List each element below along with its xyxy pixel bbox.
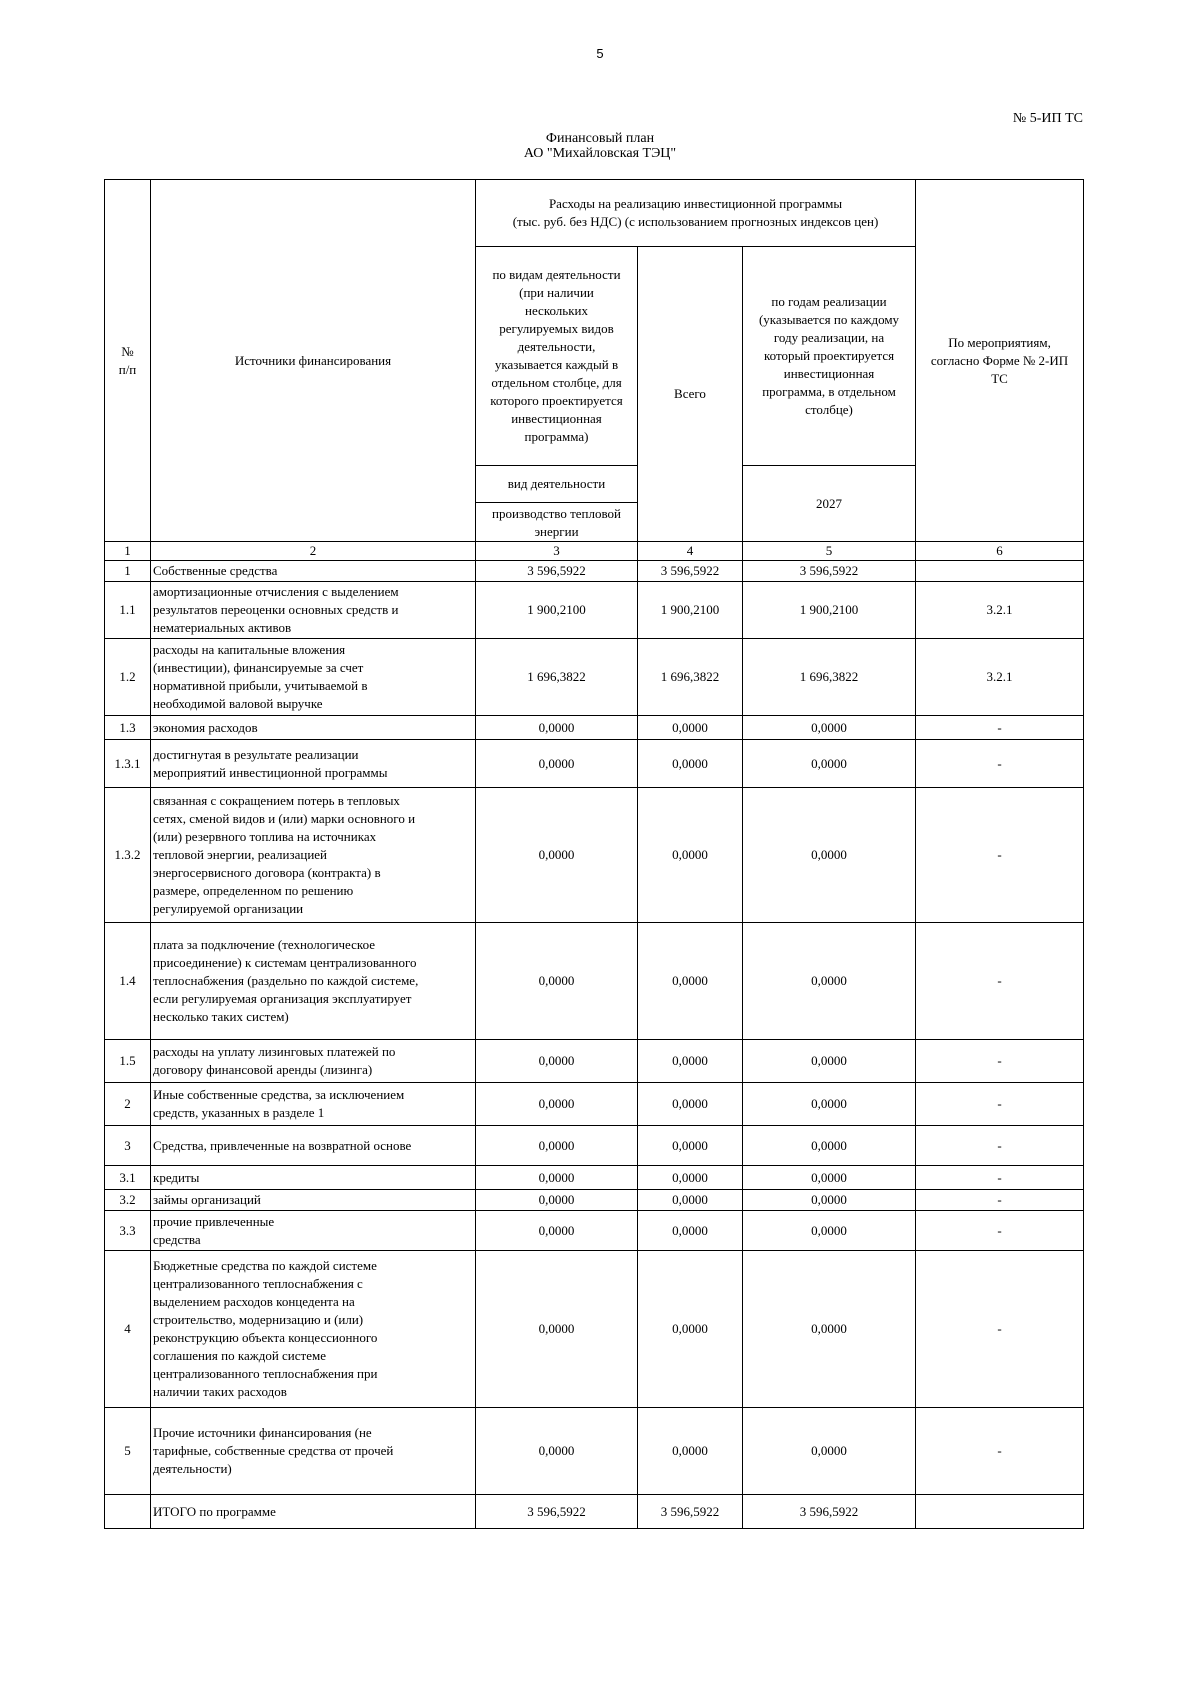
row-total-value: 1 696,3822 bbox=[638, 639, 743, 716]
row-year-value: 0,0000 bbox=[743, 1408, 916, 1495]
table-header bbox=[105, 180, 1084, 561]
row-measures-ref: - bbox=[916, 1040, 1084, 1083]
row-measures-ref: - bbox=[916, 1251, 1084, 1408]
row-year-value: 1 900,2100 bbox=[743, 582, 916, 639]
row-source-name: ИТОГО по программе bbox=[151, 1495, 476, 1529]
document-title bbox=[0, 131, 1200, 161]
row-source-name: связанная с сокращением потерь в тепловых сетях, сменой видов и (или) марки основного и (или) резервного топлива на источниках тепловой энергии, реализацией энергосервисного договора (контракта) в размере, определенном по решению регулируемой организации bbox=[151, 788, 476, 923]
row-num: 1.5 bbox=[105, 1040, 151, 1083]
header-num: № п/п bbox=[105, 180, 151, 542]
row-source-name: расходы на уплату лизинговых платежей по договору финансовой аренды (лизинга) bbox=[151, 1040, 476, 1083]
row-measures-ref: - bbox=[916, 1126, 1084, 1166]
row-source-name: Собственные средства bbox=[151, 561, 476, 582]
row-total-value: 0,0000 bbox=[638, 1408, 743, 1495]
row-source-name: кредиты bbox=[151, 1166, 476, 1190]
row-num: 1.3.2 bbox=[105, 788, 151, 923]
row-activity-value: 0,0000 bbox=[476, 1040, 638, 1083]
row-activity-value: 0,0000 bbox=[476, 716, 638, 740]
table-row bbox=[105, 1083, 1084, 1126]
row-year-value: 0,0000 bbox=[743, 1251, 916, 1408]
table-row bbox=[105, 1040, 1084, 1083]
row-source-name: плата за подключение (технологическое присоединение) к системам централизованного теплоснабжения (раздельно по каждой системе, если регулируемая организация эксплуатирует несколько таких систем) bbox=[151, 923, 476, 1040]
row-num: 1.3 bbox=[105, 716, 151, 740]
col-number-4: 4 bbox=[638, 542, 743, 561]
row-num: 3.1 bbox=[105, 1166, 151, 1190]
row-total-value: 3 596,5922 bbox=[638, 561, 743, 582]
row-year-value: 1 696,3822 bbox=[743, 639, 916, 716]
row-year-value: 0,0000 bbox=[743, 1083, 916, 1126]
row-activity-value: 0,0000 bbox=[476, 1166, 638, 1190]
header-by-measures: По мероприятиям, согласно Форме № 2-ИП ТС bbox=[916, 180, 1084, 542]
row-num: 3.2 bbox=[105, 1190, 151, 1211]
row-num: 1.2 bbox=[105, 639, 151, 716]
row-num: 1.4 bbox=[105, 923, 151, 1040]
table-row bbox=[105, 1126, 1084, 1166]
row-activity-value: 0,0000 bbox=[476, 923, 638, 1040]
row-activity-value: 0,0000 bbox=[476, 1190, 638, 1211]
row-total-value: 0,0000 bbox=[638, 1083, 743, 1126]
form-code: № 5-ИП ТС bbox=[1012, 111, 1083, 126]
row-total-value: 0,0000 bbox=[638, 1211, 743, 1251]
row-num: 2 bbox=[105, 1083, 151, 1126]
table-row bbox=[105, 1166, 1084, 1190]
row-num: 1.3.1 bbox=[105, 740, 151, 788]
table-row bbox=[105, 561, 1084, 582]
row-total-value: 0,0000 bbox=[638, 1166, 743, 1190]
col-number-5: 5 bbox=[743, 542, 916, 561]
table-row bbox=[105, 788, 1084, 923]
header-activity-type: вид деятельности bbox=[476, 466, 638, 503]
col-number-6: 6 bbox=[916, 542, 1084, 561]
row-total-value: 0,0000 bbox=[638, 1040, 743, 1083]
row-measures-ref: - bbox=[916, 1083, 1084, 1126]
row-year-value: 0,0000 bbox=[743, 923, 916, 1040]
row-year-value: 3 596,5922 bbox=[743, 561, 916, 582]
col-number-2: 2 bbox=[151, 542, 476, 561]
row-year-value: 0,0000 bbox=[743, 1126, 916, 1166]
row-year-value: 0,0000 bbox=[743, 1211, 916, 1251]
row-measures-ref: 3.2.1 bbox=[916, 639, 1084, 716]
row-total-value: 0,0000 bbox=[638, 1190, 743, 1211]
row-activity-value: 0,0000 bbox=[476, 1126, 638, 1166]
row-measures-ref: - bbox=[916, 788, 1084, 923]
row-source-name: экономия расходов bbox=[151, 716, 476, 740]
row-total-value: 1 900,2100 bbox=[638, 582, 743, 639]
row-activity-value: 0,0000 bbox=[476, 1408, 638, 1495]
row-source-name: Иные собственные средства, за исключением средств, указанных в разделе 1 bbox=[151, 1083, 476, 1126]
header-total: Всего bbox=[638, 247, 743, 542]
row-total-value: 0,0000 bbox=[638, 923, 743, 1040]
row-activity-value: 0,0000 bbox=[476, 740, 638, 788]
header-expenses-group: Расходы на реализацию инвестиционной программы (тыс. руб. без НДС) (с использованием прогнозных индексов цен) bbox=[476, 180, 916, 247]
header-by-year: по годам реализации (указывается по каждому году реализации, на который проектируется инвестиционная программа, в отдельном столбце) bbox=[743, 247, 916, 466]
row-activity-value: 3 596,5922 bbox=[476, 1495, 638, 1529]
row-measures-ref: - bbox=[916, 1408, 1084, 1495]
row-year-value: 3 596,5922 bbox=[743, 1495, 916, 1529]
header-activity-name: производство тепловой энергии bbox=[476, 503, 638, 542]
header-by-activity: по видам деятельности (при наличии нескольких регулируемых видов деятельности, указывается каждый в отдельном столбце, для которого проектируется инвестиционная программа) bbox=[476, 247, 638, 466]
row-year-value: 0,0000 bbox=[743, 740, 916, 788]
row-measures-ref: - bbox=[916, 1190, 1084, 1211]
row-measures-ref: - bbox=[916, 923, 1084, 1040]
col-number-1: 1 bbox=[105, 542, 151, 561]
table-row bbox=[105, 1495, 1084, 1529]
table-row bbox=[105, 582, 1084, 639]
row-activity-value: 0,0000 bbox=[476, 788, 638, 923]
row-source-name: Средства, привлеченные на возвратной основе bbox=[151, 1126, 476, 1166]
row-measures-ref: - bbox=[916, 1211, 1084, 1251]
row-measures-ref bbox=[916, 561, 1084, 582]
table-row bbox=[105, 1211, 1084, 1251]
page-number: 5 bbox=[596, 46, 604, 61]
table-row bbox=[105, 1190, 1084, 1211]
table-row bbox=[105, 740, 1084, 788]
row-year-value: 0,0000 bbox=[743, 1166, 916, 1190]
row-source-name: амортизационные отчисления с выделением результатов переоценки основных средств и нематериальных активов bbox=[151, 582, 476, 639]
row-activity-value: 0,0000 bbox=[476, 1211, 638, 1251]
table-body bbox=[105, 561, 1084, 1529]
row-num: 1.1 bbox=[105, 582, 151, 639]
row-source-name: достигнутая в результате реализации мероприятий инвестиционной программы bbox=[151, 740, 476, 788]
row-num: 3.3 bbox=[105, 1211, 151, 1251]
table-row bbox=[105, 923, 1084, 1040]
row-measures-ref: - bbox=[916, 716, 1084, 740]
row-total-value: 0,0000 bbox=[638, 1126, 743, 1166]
row-num: 1 bbox=[105, 561, 151, 582]
row-source-name: прочие привлеченные средства bbox=[151, 1211, 476, 1251]
row-activity-value: 3 596,5922 bbox=[476, 561, 638, 582]
row-year-value: 0,0000 bbox=[743, 788, 916, 923]
row-source-name: Бюджетные средства по каждой системе централизованного теплоснабжения с выделением расходов концедента на строительство, модернизацию и (или) реконструкцию объекта концессионного соглашения по каждой системе централизованного теплоснабжения при наличии таких расходов bbox=[151, 1251, 476, 1408]
header-year: 2027 bbox=[743, 466, 916, 542]
row-measures-ref: 3.2.1 bbox=[916, 582, 1084, 639]
row-activity-value: 1 900,2100 bbox=[476, 582, 638, 639]
table-row bbox=[105, 716, 1084, 740]
row-activity-value: 0,0000 bbox=[476, 1083, 638, 1126]
row-source-name: расходы на капитальные вложения (инвестиции), финансируемые за счет нормативной прибыли, учитываемой в необходимой валовой выручке bbox=[151, 639, 476, 716]
row-activity-value: 0,0000 bbox=[476, 1251, 638, 1408]
row-activity-value: 1 696,3822 bbox=[476, 639, 638, 716]
row-total-value: 0,0000 bbox=[638, 788, 743, 923]
header-sources: Источники финансирования bbox=[151, 180, 476, 542]
row-year-value: 0,0000 bbox=[743, 716, 916, 740]
financial-plan-table bbox=[104, 179, 1084, 1529]
row-total-value: 0,0000 bbox=[638, 740, 743, 788]
row-num: 5 bbox=[105, 1408, 151, 1495]
table-row bbox=[105, 639, 1084, 716]
title-line-1: Финансовый план bbox=[545, 131, 655, 146]
row-measures-ref bbox=[916, 1495, 1084, 1529]
table-row bbox=[105, 1408, 1084, 1495]
row-num: 3 bbox=[105, 1126, 151, 1166]
row-source-name: займы организаций bbox=[151, 1190, 476, 1211]
row-year-value: 0,0000 bbox=[743, 1190, 916, 1211]
row-source-name: Прочие источники финансирования (не тарифные, собственные средства от прочей деятельности) bbox=[151, 1408, 476, 1495]
title-line-2: АО "Михайловская ТЭЦ" bbox=[523, 146, 677, 161]
row-num: 4 bbox=[105, 1251, 151, 1408]
row-year-value: 0,0000 bbox=[743, 1040, 916, 1083]
row-total-value: 3 596,5922 bbox=[638, 1495, 743, 1529]
row-measures-ref: - bbox=[916, 1166, 1084, 1190]
row-num bbox=[105, 1495, 151, 1529]
col-number-3: 3 bbox=[476, 542, 638, 561]
row-total-value: 0,0000 bbox=[638, 716, 743, 740]
table-row bbox=[105, 1251, 1084, 1408]
row-total-value: 0,0000 bbox=[638, 1251, 743, 1408]
row-measures-ref: - bbox=[916, 740, 1084, 788]
